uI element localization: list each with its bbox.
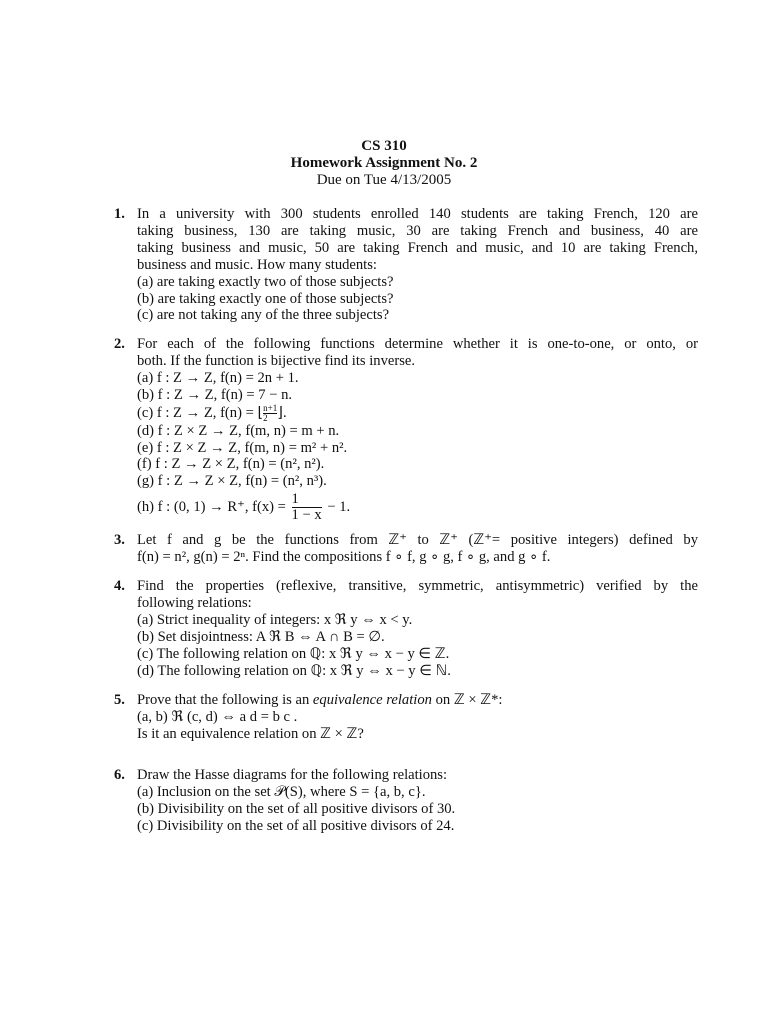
sub-question-c bbox=[137, 404, 698, 423]
assignment-title: Homework Assignment No. 2 bbox=[290, 155, 478, 171]
q5-text-suffix: on ℤ × ℤ*: bbox=[431, 692, 503, 708]
due-date: Due on Tue 4/13/2005 bbox=[316, 172, 452, 188]
sub-question-a: (a) are taking exactly two of those subjects? bbox=[137, 273, 394, 290]
question-text-line: following relations: bbox=[137, 594, 252, 611]
q5-text-prefix: Prove that the following is an bbox=[137, 692, 313, 708]
document-header bbox=[0, 138, 768, 189]
question-text-line: Is it an equivalence relation on ℤ × ℤ? bbox=[137, 725, 364, 742]
sub-question-d: (d) f : Z × Z → Z, f(m, n) = m + n. bbox=[137, 422, 340, 439]
sub-question-c-prefix: (c) f : Z → Z, f(n) = ⌊ bbox=[137, 404, 264, 421]
sub-question-c: (c) The following relation on ℚ: x ℜ y ⇔ x − y ∈ ℤ. bbox=[137, 645, 450, 662]
sub-question-g: (g) f : Z → Z × Z, f(n) = (n², n³). bbox=[137, 473, 327, 490]
sub-question-a: (a) f : Z → Z, f(n) = 2n + 1. bbox=[137, 369, 299, 386]
question-text-line: Draw the Hasse diagrams for the following relations: bbox=[137, 767, 448, 783]
sub-question-b: (b) Divisibility on the set of all positive divisors of 30. bbox=[137, 800, 456, 817]
question-3 bbox=[114, 532, 698, 566]
question-number: 4. bbox=[114, 578, 125, 594]
question-text-line: Find the properties (reflexive, transitive, symmetric, antisymmetric) verified by the bbox=[137, 578, 698, 594]
question-number: 2. bbox=[114, 336, 125, 352]
fraction-numerator: n+1 bbox=[263, 402, 278, 413]
sub-question-h bbox=[137, 492, 698, 523]
sub-question-e: (e) f : Z × Z → Z, f(m, n) = m² + n². bbox=[137, 439, 348, 456]
display-formula: (a, b) ℜ (c, d) ⇔ a d = b c . bbox=[137, 708, 298, 725]
question-text-line: business and music. How many students: bbox=[137, 256, 377, 273]
question-number: 5. bbox=[114, 692, 125, 708]
sub-question-a: (a) Inclusion on the set 𝒫(S), where S = {a, b, c}. bbox=[137, 783, 426, 800]
h-fraction bbox=[292, 492, 322, 523]
sub-question-d: (d) The following relation on ℚ: x ℜ y ⇔ x − y ∈ ℕ. bbox=[137, 662, 451, 679]
question-text-line: taking business and music, 50 are taking French and music, and 10 are taking French, bbox=[137, 239, 698, 256]
question-5 bbox=[114, 692, 698, 743]
question-text-line: For each of the following functions determine whether it is one-to-one, or onto, or bbox=[137, 336, 698, 352]
sub-question-h-suffix: − 1. bbox=[327, 499, 351, 516]
question-text-line bbox=[137, 692, 698, 709]
sub-question-b: (b) f : Z → Z, f(n) = 7 − n. bbox=[137, 386, 293, 403]
question-number: 6. bbox=[114, 767, 125, 783]
question-text-line: f(n) = n², g(n) = 2ⁿ. Find the compositions f ∘ f, g ∘ g, f ∘ g, and g ∘ f. bbox=[137, 548, 551, 565]
question-1 bbox=[114, 206, 698, 324]
sub-question-c: (c) are not taking any of the three subjects? bbox=[137, 307, 390, 324]
fraction-denominator: 1 − x bbox=[291, 507, 322, 524]
sub-question-f: (f) f : Z → Z × Z, f(n) = (n², n²). bbox=[137, 456, 325, 473]
question-text-line: taking business, 130 are taking music, 30 are taking French and business, 40 are bbox=[137, 222, 698, 239]
question-4 bbox=[114, 578, 698, 679]
sub-question-a: (a) Strict inequality of integers: x ℜ y ⇔ x < y. bbox=[137, 611, 413, 628]
q5-emphasis: equivalence relation bbox=[312, 692, 432, 708]
sub-question-b: (b) Set disjointness: A ℜ B ⇔ A ∩ B = ∅. bbox=[137, 628, 385, 645]
question-text-line: In a university with 300 students enrolled 140 students are taking French, 120 are bbox=[137, 206, 698, 222]
course-title: CS 310 bbox=[361, 138, 407, 154]
fraction-denominator: 2 bbox=[263, 413, 277, 423]
question-text-line: Let f and g be the functions from ℤ⁺ to ℤ⁺ (ℤ⁺= positive integers) defined by bbox=[137, 532, 698, 548]
question-text-line: both. If the function is bijective find its inverse. bbox=[137, 352, 416, 369]
sub-question-h-prefix: (h) f : (0, 1) → R⁺, f(x) = bbox=[137, 499, 286, 516]
question-2 bbox=[114, 336, 698, 523]
sub-question-b: (b) are taking exactly one of those subjects? bbox=[137, 290, 394, 307]
fraction-numerator: 1 bbox=[291, 491, 299, 508]
floor-fraction bbox=[263, 404, 277, 423]
question-6 bbox=[114, 767, 698, 835]
question-number: 1. bbox=[114, 206, 125, 222]
question-number: 3. bbox=[114, 532, 125, 548]
sub-question-c-suffix: ⌋. bbox=[277, 404, 287, 421]
sub-question-c: (c) Divisibility on the set of all positive divisors of 24. bbox=[137, 817, 455, 834]
